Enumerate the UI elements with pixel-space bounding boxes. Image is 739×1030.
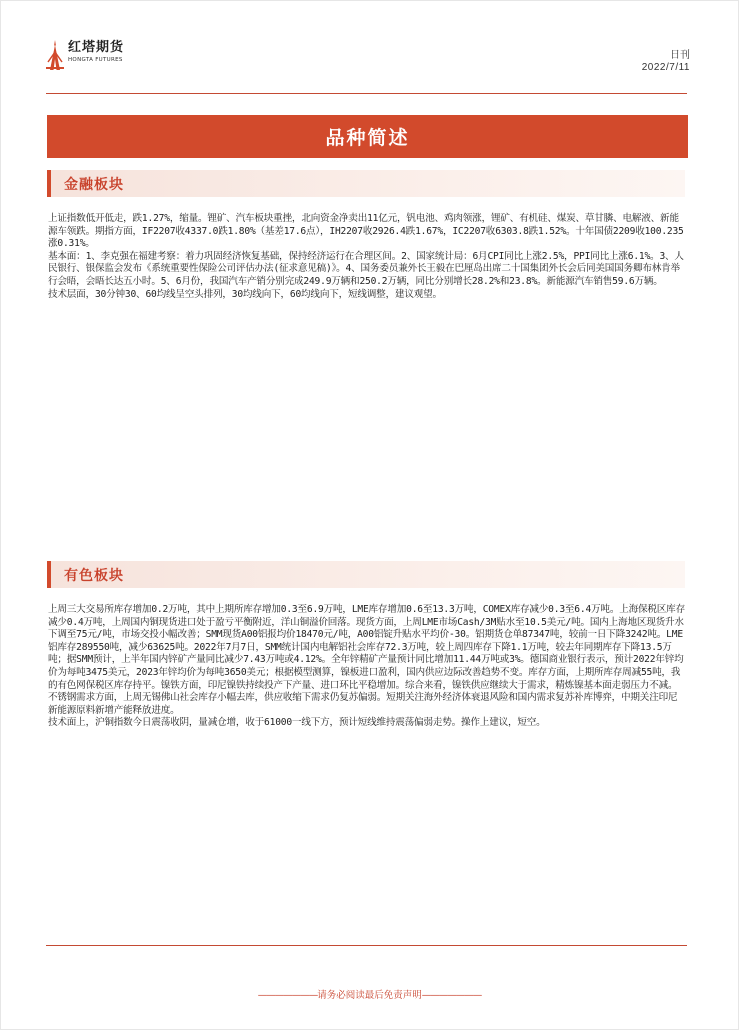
section-body-finance xyxy=(48,213,686,301)
header-divider xyxy=(46,93,687,94)
section-header-nonferrous xyxy=(47,561,685,588)
paragraph: 上周三大交易所库存增加0.2万吨，其中上期所库存增加0.3至6.9万吨，LME库存增加0.6至13.3万吨，COMEX库存减少0.3至6.4万吨。上海保税区库存减少0.4万吨，上周国内铜现货进口处于盈亏平衡附近，洋山铜溢价回落。现货方面，上周LME市场Cash/3M贴水至10.5美元/吨。国内上海地区现货升水下调至75元/吨，市场交投小幅改善；SMM现货A00铝报均价18470元/吨，A00铝锭升贴水平均价-30。铝期货仓单87347吨，较前一日下降3242吨。LME铝库存289550吨，减少63625吨。2022年7月7日，SMM统计国内电解铝社会库存72.3万吨，较上周四库存下降1.1万吨，较去年同期库存下降13.5万吨；据SMM预计，上半年国内锌矿产量同比减少7.43万吨或4.12%。全年锌精矿产量预计同比增加11.44万吨或3%。德国商业银行表示，预计2022年锌均价为每吨3475美元，2023年锌均价为每吨3650美元；根据模型测算，镍板进口盈利，国内供应边际改善趋势不变。库存方面，上期所库存周减55吨，我的有色网保税区库存持平。镍铁方面，印尼镍铁持续投产下产量、进口环比平稳增加。综合来看，镍铁供应继续大于需求，精炼镍基本面走弱压力不减。不锈钢需求方面，上周无锡佛山社会库存小幅去库，供应收缩下需求仍复苏偏弱。短期关注海外经济体衰退风险和国内需求复苏补库博弈，中期关注印尼新能源原料新增产能释放进度。 xyxy=(48,604,685,716)
section-body-nonferrous xyxy=(48,604,686,730)
disclaimer-link[interactable] xyxy=(0,987,739,1001)
paragraph: 技术面上，沪铜指数今日震荡收阴，量减仓增，收于61000一线下方，预计短线维持震荡偏弱走势。操作上建议，短空。 xyxy=(48,717,546,729)
section-title: 金融板块 xyxy=(64,176,124,193)
dash-right: ——————— xyxy=(421,990,482,1001)
section-title: 有色板块 xyxy=(64,567,124,584)
title-banner xyxy=(47,115,688,158)
company-logo xyxy=(46,40,124,74)
footer-divider xyxy=(46,945,687,946)
tower-logo-icon xyxy=(46,40,64,70)
paragraph: 上证指数低开低走，跌1.27%，缩量。锂矿、汽车板块重挫，北向资金净卖出11亿元，钒电池、鸡肉领涨，锂矿、有机硅、煤炭、草甘膦、电解液、新能源车领跌。期指方面，IF2207收4337.0跌1.80%（基差17.6点），IH2207收2926.4跌1.67%，IC2207收6303.8跌1.52%。十年国债2209收100.235涨0.31%。 xyxy=(48,213,684,250)
logo-english-name: HONGTA FUTURES xyxy=(68,57,123,63)
paragraph: 技术层面，30分钟30、60均线呈空头排列，30均线向下，60均线向下，短线调整，建议观望。 xyxy=(48,288,442,300)
logo-chinese-name: 红塔期货 xyxy=(68,40,125,55)
report-type: 日刊 xyxy=(670,50,690,61)
paragraph: 基本面：1、李克强在福建考察：着力巩固经济恢复基础，保持经济运行在合理区间。2、国家统计局：6月CPI同比上涨2.5%，PPI同比上涨6.1%。3、人民银行、银保监会发布《系统重要性保险公司评估办法(征求意见稿)》。4、国务委员兼外长王毅在巴厘岛出席二十国集团外长会后同美国国务卿布林肯举行会晤，会晤长达五小时。5、6月份，我国汽车产销分别完成249.9万辆和250.2万辆，同比分别增长28.2%和23.8%。新能源汽车销售59.6万辆。 xyxy=(48,250,684,287)
dash-left: ——————— xyxy=(257,990,318,1001)
report-date: 2022/7/11 xyxy=(641,62,690,73)
banner-title: 品种简述 xyxy=(325,127,410,149)
disclaimer-text: 请务必阅读最后免责声明 xyxy=(317,990,422,1001)
section-header-finance xyxy=(47,170,685,197)
